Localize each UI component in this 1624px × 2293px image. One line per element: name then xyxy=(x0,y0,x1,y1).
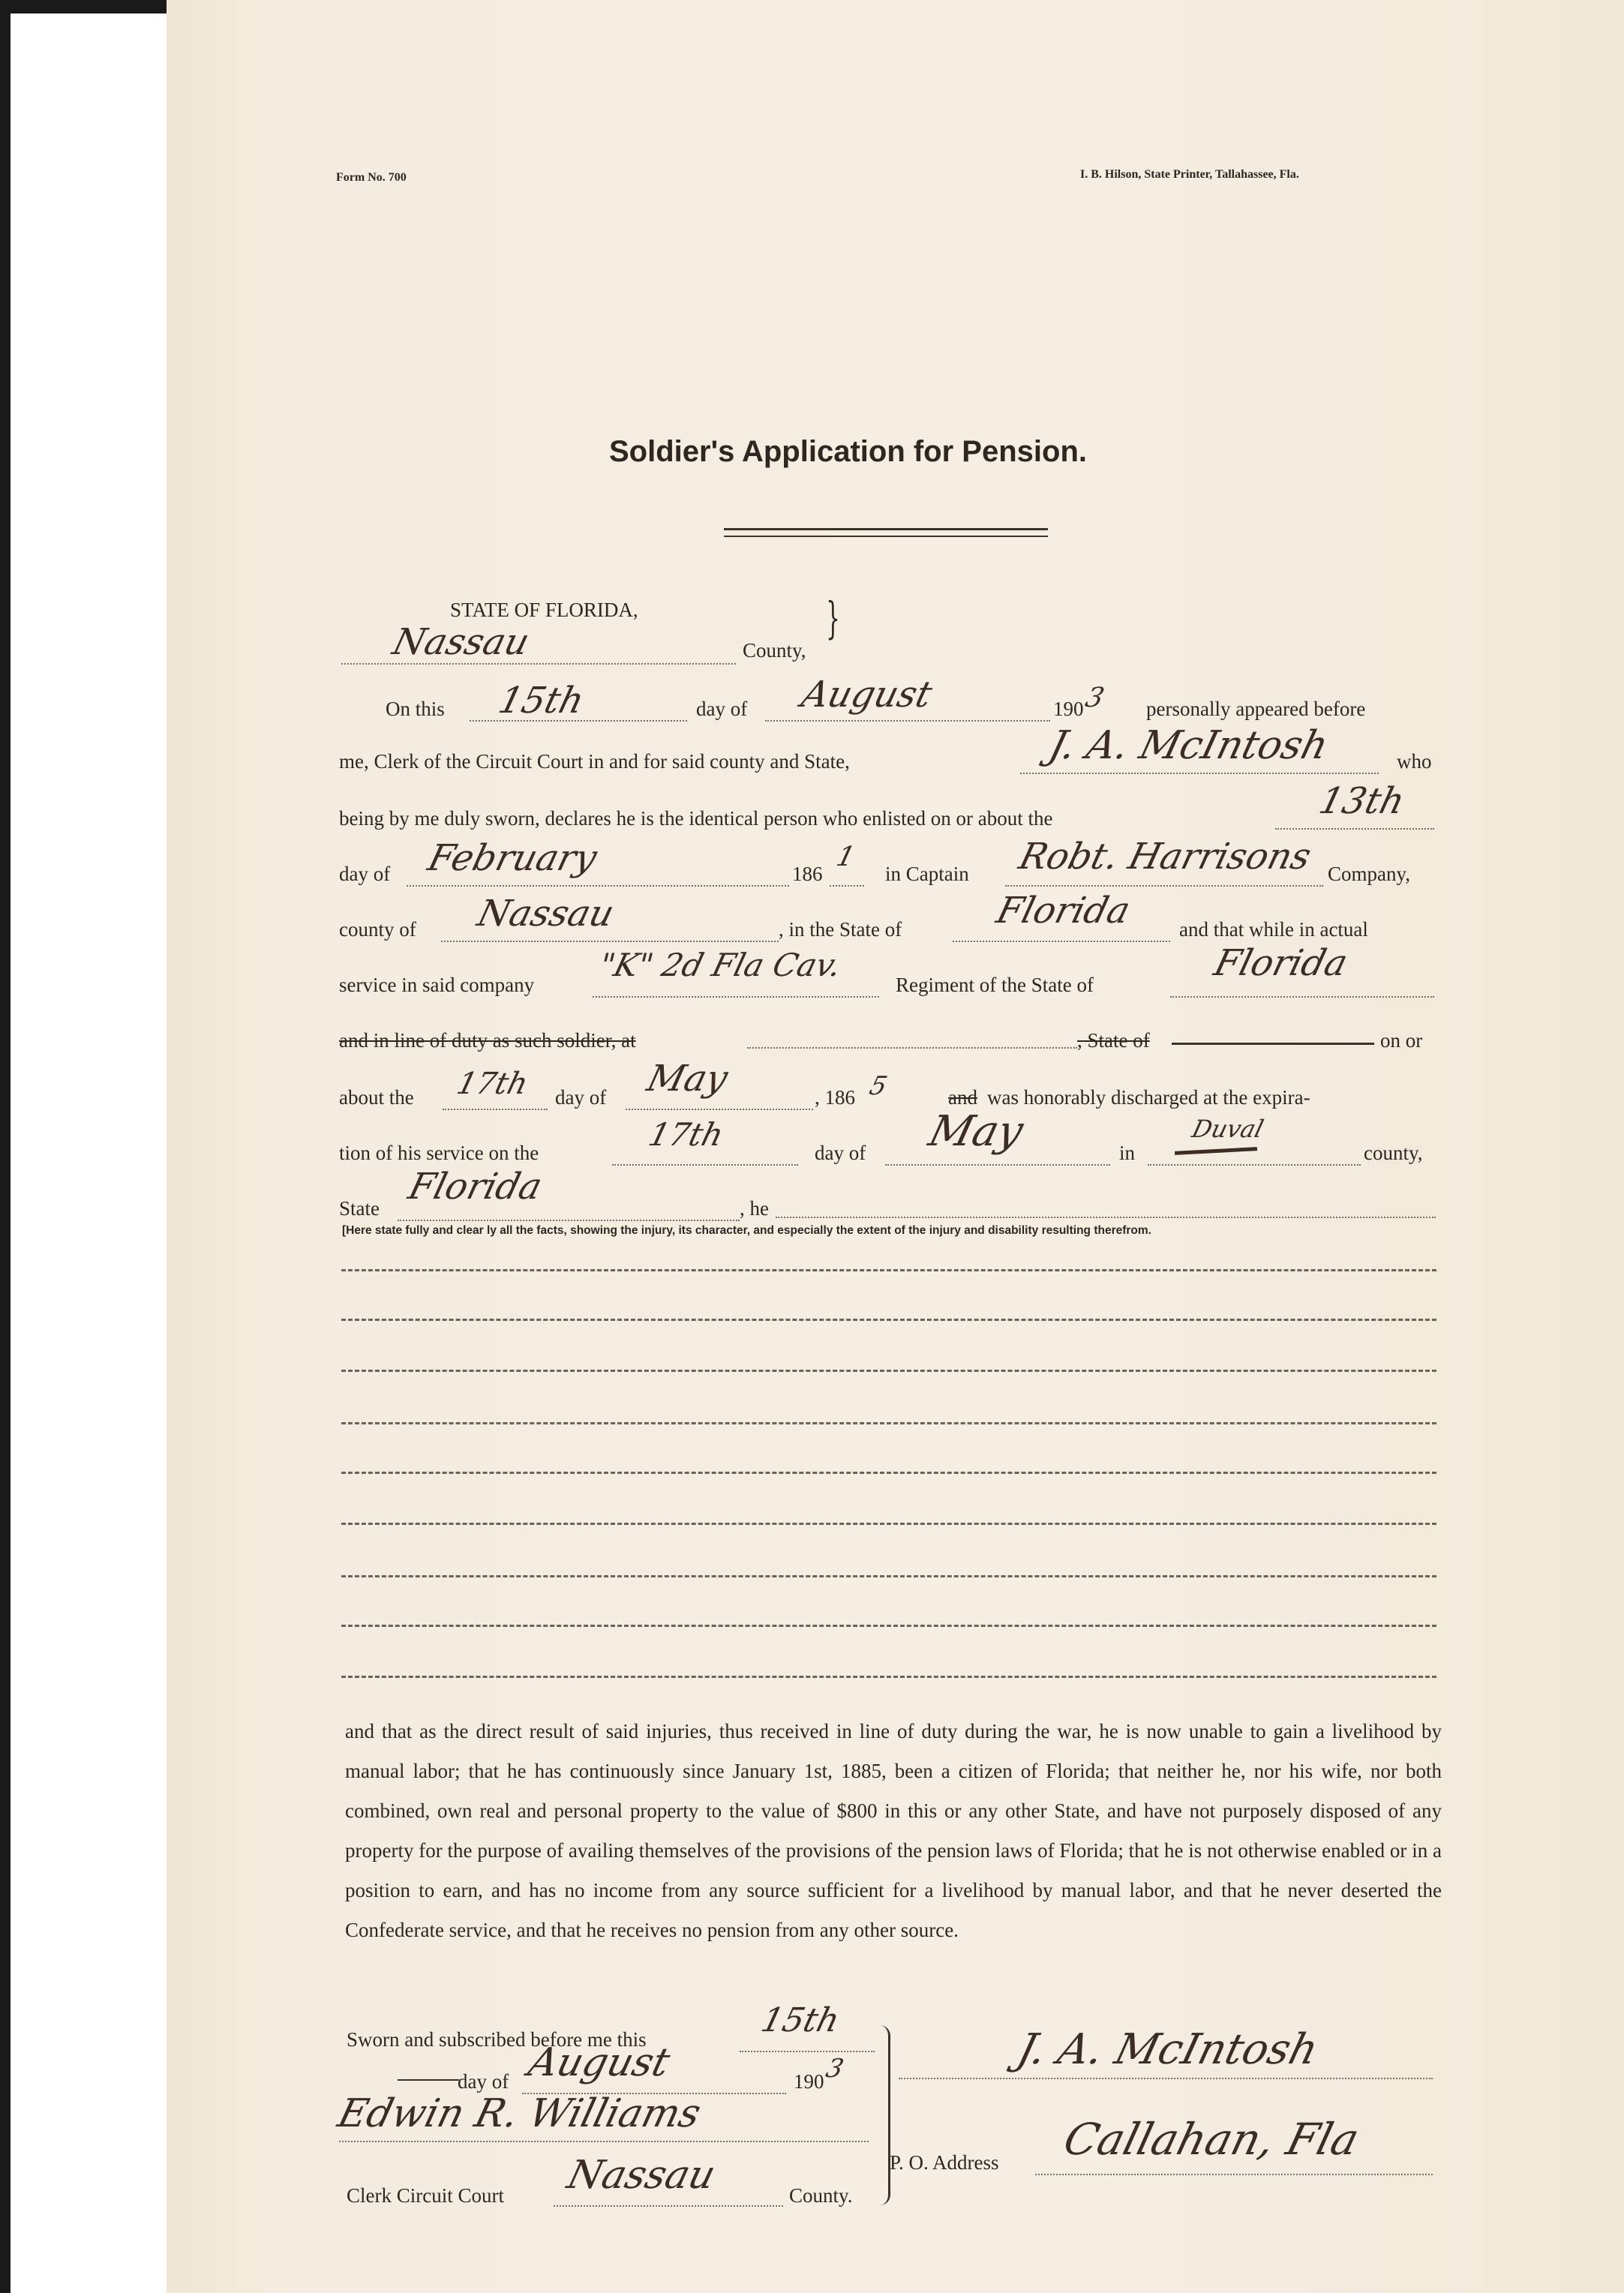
jurat-year-prefix: 190 xyxy=(794,2070,824,2093)
clerk-circuit-label: Clerk Circuit Court xyxy=(347,2184,504,2207)
po-address-value: Callahan, Fla xyxy=(1058,2114,1364,2165)
state-final-field xyxy=(398,1166,740,1221)
about-month-field xyxy=(626,1058,813,1110)
state-final-value: Florida xyxy=(404,1166,547,1208)
statement-line xyxy=(341,1422,1436,1424)
state-value: Florida xyxy=(992,890,1135,932)
instruction-text: [Here state fully and clear ly all the facts, showing the injury, its character, and especially the extent of the injury and disability resulting therefrom. xyxy=(342,1224,1151,1237)
clerk-signature-field xyxy=(333,2091,869,2142)
about-year-value: 5 xyxy=(866,1071,890,1101)
and-struck: and xyxy=(948,1086,977,1109)
statement-line xyxy=(341,1370,1436,1372)
in-label: in xyxy=(1119,1142,1136,1164)
county-dot-label: County. xyxy=(789,2184,853,2207)
who-label: who xyxy=(1397,750,1432,773)
county2-field xyxy=(441,893,779,942)
about-day-field xyxy=(443,1067,548,1110)
enlist-year-field xyxy=(830,842,864,887)
jurat-day-line xyxy=(398,2079,459,2081)
discharge-county-value: Duval xyxy=(1189,1115,1267,1143)
applicant-signature-field xyxy=(899,2025,1433,2079)
struck-county-scribble xyxy=(1175,1147,1257,1155)
enlist-month-field xyxy=(407,837,789,887)
po-address-label: P. O. Address xyxy=(890,2151,999,2174)
line-of-duty-struck: and in line of duty as such soldier, at xyxy=(339,1029,636,1052)
day-field xyxy=(470,680,687,722)
on-this-label: On this xyxy=(386,698,445,720)
printer-credit: I. B. Hilson, State Printer, Tallahassee, Fla. xyxy=(1080,168,1299,181)
while-actual-label: and that while in actual xyxy=(1179,918,1368,941)
jurat-day-of-label: day of xyxy=(458,2070,509,2093)
statement-line xyxy=(341,1319,1436,1321)
applicant-signature: J. A. McIntosh xyxy=(1012,2025,1323,2074)
tion-service-label: tion of his service on the xyxy=(339,1142,539,1164)
enlist-year-value: 1 xyxy=(833,842,859,872)
year-186b-label: , 186 xyxy=(815,1086,855,1109)
county-of-label: county of xyxy=(339,918,416,941)
state-word-label: State xyxy=(339,1197,380,1220)
discharge-county-field xyxy=(1148,1115,1361,1166)
captain-value: Robt. Harrisons xyxy=(1015,836,1316,878)
company-label: Company, xyxy=(1328,863,1410,885)
venue-brace: } xyxy=(826,593,840,644)
county-value: Nassau xyxy=(389,621,534,663)
day-of-label-2: day of xyxy=(339,863,391,885)
clerk-statement: me, Clerk of the Circuit Court in and for said county and State, xyxy=(339,750,850,773)
day-value: 15th xyxy=(494,680,589,722)
applicant-name-value: J. A. McIntosh xyxy=(1044,723,1333,768)
statement-line xyxy=(341,1575,1436,1577)
service-company-label: service in said company xyxy=(339,974,535,996)
county-word-label: county, xyxy=(1364,1142,1423,1164)
statement-line xyxy=(341,1625,1436,1627)
form-number: Form No. 700 xyxy=(336,171,407,184)
sworn-label: Sworn and subscribed before me this xyxy=(347,2028,647,2051)
statement-line xyxy=(341,1472,1436,1474)
discharge-day-field xyxy=(612,1116,798,1166)
at-field xyxy=(747,1023,1077,1049)
day-of-label: day of xyxy=(696,698,748,720)
he-field xyxy=(776,1193,1436,1218)
regiment-state-value: Florida xyxy=(1210,942,1352,984)
sworn-month-field xyxy=(522,2040,786,2094)
in-captain-label: in Captain xyxy=(885,863,969,885)
statement-line xyxy=(341,1269,1436,1271)
clerk-signature: Edwin R. Williams xyxy=(333,2091,706,2136)
about-month-value: May xyxy=(643,1058,732,1100)
month-value: August xyxy=(797,674,937,716)
state-field xyxy=(953,890,1170,942)
enlisted-statement: being by me duly sworn, declares he is the identical person who enlisted on or about the xyxy=(339,807,1053,830)
day-of-label-4: day of xyxy=(815,1142,866,1164)
month-field xyxy=(765,674,1050,722)
page-title: Soldier's Application for Pension. xyxy=(609,435,1087,468)
county-field xyxy=(341,621,736,665)
clerk-county-field xyxy=(554,2153,783,2207)
sworn-day-field xyxy=(740,2001,875,2052)
title-rule-2 xyxy=(724,536,1048,537)
statement-paragraph: and that as the direct result of said injuries, thus received in line of duty during the war, he is now unable to gain a livelihood by manual labor; that he has continuously since January 1st, 1885, been a citizen of Florida; that neither he, nor his wife, nor both combined, own real and personal property to the value of $800 in this or any other State, and have not purposely disposed of any property for the purpose of availing themselves of the provisions of the pension laws of Florida; that he is not otherwise enabled or in a position to earn, and has no income from any source sufficient for a livelihood by manual labor, and that he never deserted the Confederate service, and that he receives no pension from any other source. xyxy=(345,1720,1442,1941)
he-label: , he xyxy=(740,1197,769,1220)
in-state-of-label: , in the State of xyxy=(779,918,902,941)
sworn-day-value: 15th xyxy=(757,2001,844,2039)
regiment-state-field xyxy=(1170,942,1434,998)
state-label: STATE OF FLORIDA, xyxy=(450,599,638,621)
jurat-year-value: 3 xyxy=(823,2054,847,2084)
year-prefix: 190 xyxy=(1053,698,1084,720)
scan-border-left xyxy=(0,0,11,2293)
statement-line xyxy=(341,1523,1436,1525)
company-value: "K" 2d Fla Cav. xyxy=(595,947,845,983)
regiment-label: Regiment of the State of xyxy=(896,974,1094,996)
county2-value: Nassau xyxy=(473,893,619,935)
enlist-day-field xyxy=(1275,780,1434,830)
po-address-field xyxy=(1035,2114,1433,2175)
state-of-line xyxy=(1172,1043,1374,1045)
year-186-label: 186 xyxy=(792,863,823,885)
title-rule xyxy=(724,528,1048,530)
sworn-month-value: August xyxy=(524,2040,674,2085)
discharge-month-value: May xyxy=(923,1107,1028,1156)
applicant-name-field xyxy=(1020,723,1379,774)
company-field xyxy=(593,947,879,998)
on-or-label: on or xyxy=(1380,1029,1423,1052)
jurat-brace xyxy=(879,2025,890,2205)
enlist-day-value: 13th xyxy=(1315,780,1409,822)
discharge-day-value: 17th xyxy=(644,1116,728,1153)
statement-line xyxy=(341,1676,1436,1678)
state-of-struck: , State of xyxy=(1077,1029,1150,1052)
discharge-month-field xyxy=(885,1107,1110,1166)
discharged-label: was honorably discharged at the expira- xyxy=(987,1086,1310,1109)
clerk-county-value: Nassau xyxy=(563,2153,720,2198)
county-label: County, xyxy=(743,639,806,662)
about-day-value: 17th xyxy=(453,1067,532,1101)
captain-field xyxy=(1005,836,1323,887)
enlist-month-value: February xyxy=(424,837,602,879)
year-value: 3 xyxy=(1082,683,1108,713)
about-the-label: about the xyxy=(339,1086,414,1109)
appeared-label: personally appeared before xyxy=(1146,698,1366,720)
day-of-label-3: day of xyxy=(555,1086,607,1109)
